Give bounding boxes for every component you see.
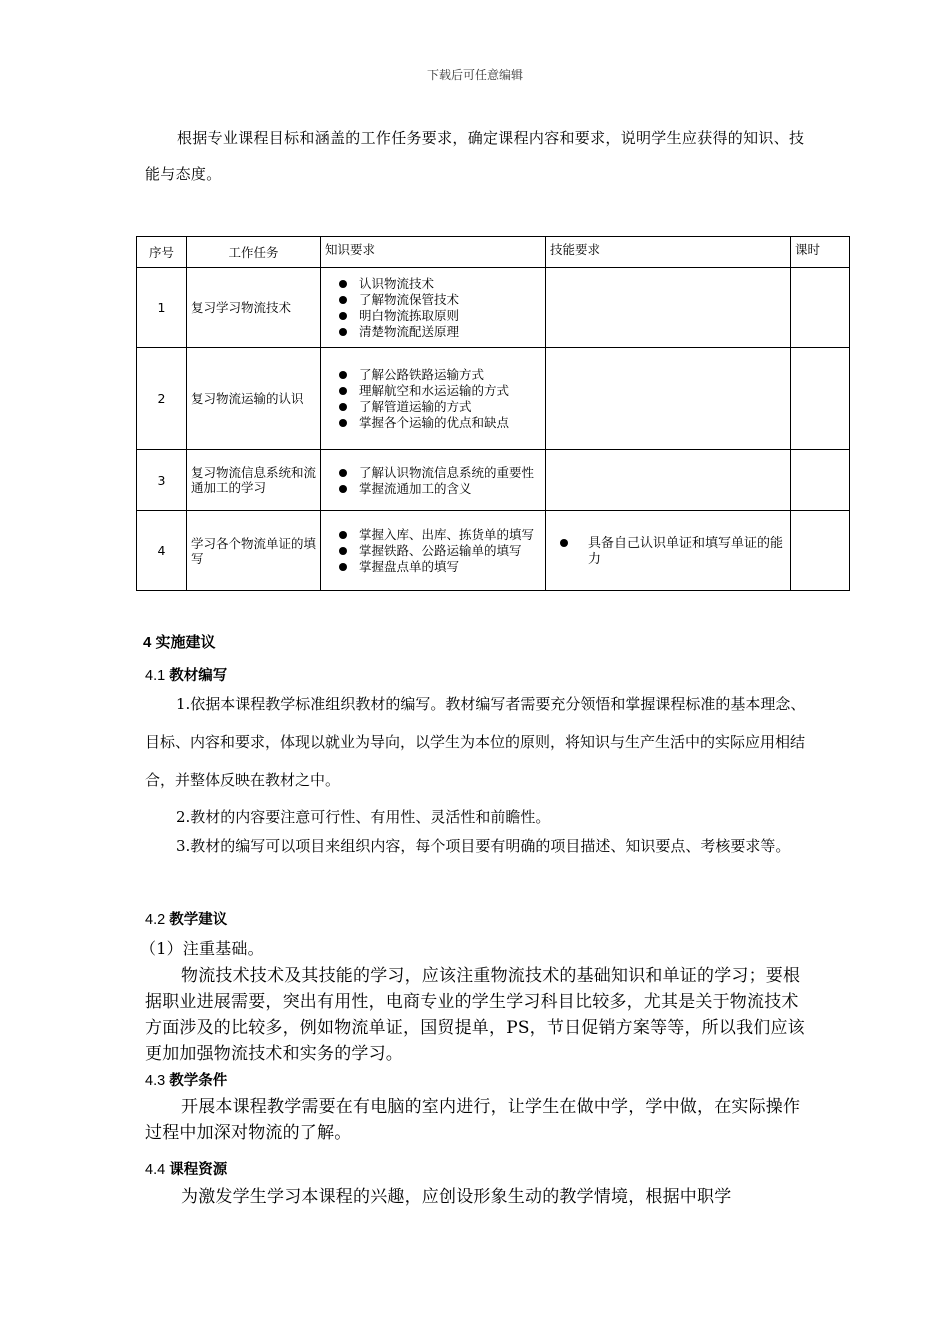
header-task: 工作任务 <box>187 237 321 268</box>
header-hours: 课时 <box>791 237 850 268</box>
row-hours <box>791 348 850 450</box>
table-row <box>137 450 850 511</box>
list-item: 认识物流技术 <box>325 276 541 292</box>
row-index: 1 <box>137 268 187 348</box>
row-index: 4 <box>137 511 187 591</box>
row-task: 复习物流信息系统和流通加工的学习 <box>187 450 321 511</box>
section-4-2-point: （1）注重基础。 <box>140 939 264 958</box>
section-4-3-heading: 4.3 教学条件 <box>145 1073 228 1089</box>
list-item: 掌握各个运输的优点和缺点 <box>325 415 541 431</box>
section-4-3-paragraph: 开展本课程教学需要在有电脑的室内进行，让学生在做中学，学中做，在实际操作过程中加深对物流的了解。 <box>145 1097 801 1143</box>
list-item: 掌握入库、出库、拣货单的填写 <box>325 527 541 543</box>
list-item: 了解管道运输的方式 <box>325 399 541 415</box>
row-task: 学习各个物流单证的填写 <box>187 511 321 591</box>
list-item: 了解认识物流信息系统的重要性 <box>325 465 541 481</box>
list-item: 具备自己认识单证和填写单证的能力 <box>550 535 786 567</box>
table-row <box>137 348 850 450</box>
row-knowledge <box>321 450 546 511</box>
row-skill <box>546 268 791 348</box>
row-knowledge <box>321 268 546 348</box>
row-skill <box>546 348 791 450</box>
row-hours <box>791 511 850 591</box>
list-item: 了解物流保管技术 <box>325 292 541 308</box>
intro-paragraph: 根据专业课程目标和涵盖的工作任务要求，确定课程内容和要求，说明学生应获得的知识、技能与态度。 <box>145 129 805 183</box>
header-knowledge: 知识要求 <box>321 237 546 268</box>
section-4-2-heading: 4.2 教学建议 <box>145 912 228 928</box>
table-header-row <box>137 237 850 268</box>
header-skill: 技能要求 <box>546 237 791 268</box>
header-note: 下载后可任意编辑 <box>426 68 523 82</box>
row-skill <box>546 450 791 511</box>
row-hours <box>791 268 850 348</box>
row-skill <box>546 511 791 591</box>
section-4-1-item-3: 3.教材的编写可以项目来组织内容，每个项目要有明确的项目描述、知识要点、考核要求等。 <box>176 837 791 855</box>
table-row <box>137 268 850 348</box>
section-4-title: 4 实施建议 <box>143 634 216 651</box>
section-4-4-paragraph: 为激发学生学习本课程的兴趣，应创设形象生动的教学情境，根据中职学 <box>181 1187 732 1207</box>
list-item: 明白物流拣取原则 <box>325 308 541 324</box>
section-4-1-item-1: 1.依据本课程教学标准组织教材的编写。教材编写者需要充分领悟和掌握课程标准的基本理念、目标、内容和要求，体现以就业为导向，以学生为本位的原则，将知识与生产生活中的实际应用相结合，并整体反映在教材之中。 <box>145 695 806 789</box>
section-4-4-heading: 4.4 课程资源 <box>145 1162 228 1178</box>
list-item: 掌握流通加工的含义 <box>325 481 541 497</box>
section-4-1-heading: 4.1 教材编写 <box>145 668 228 684</box>
row-index: 2 <box>137 348 187 450</box>
header-index: 序号 <box>137 237 187 268</box>
row-knowledge <box>321 511 546 591</box>
list-item: 了解公路铁路运输方式 <box>325 367 541 383</box>
list-item: 清楚物流配送原理 <box>325 324 541 340</box>
row-hours <box>791 450 850 511</box>
row-task: 复习物流运输的认识 <box>187 348 321 450</box>
table-row <box>137 511 850 591</box>
section-4-1-item-2: 2.教材的内容要注意可行性、有用性、灵活性和前瞻性。 <box>176 808 551 826</box>
row-index: 3 <box>137 450 187 511</box>
row-knowledge <box>321 348 546 450</box>
list-item: 掌握盘点单的填写 <box>325 559 541 575</box>
list-item: 理解航空和水运运输的方式 <box>325 383 541 399</box>
list-item: 掌握铁路、公路运输单的填写 <box>325 543 541 559</box>
course-content-table <box>136 236 850 591</box>
section-4-2-paragraph: 物流技术技术及其技能的学习，应该注重物流技术的基础知识和单证的学习；要根据职业进展需要，突出有用性，电商专业的学生学习科目比较多，尤其是关于物流技术方面涉及的比较多，例如物流单证，国贸提单，PS，节日促销方案等等，所以我们应该更加加强物流技术和实务的学习。 <box>145 966 805 1064</box>
row-task: 复习学习物流技术 <box>187 268 321 348</box>
